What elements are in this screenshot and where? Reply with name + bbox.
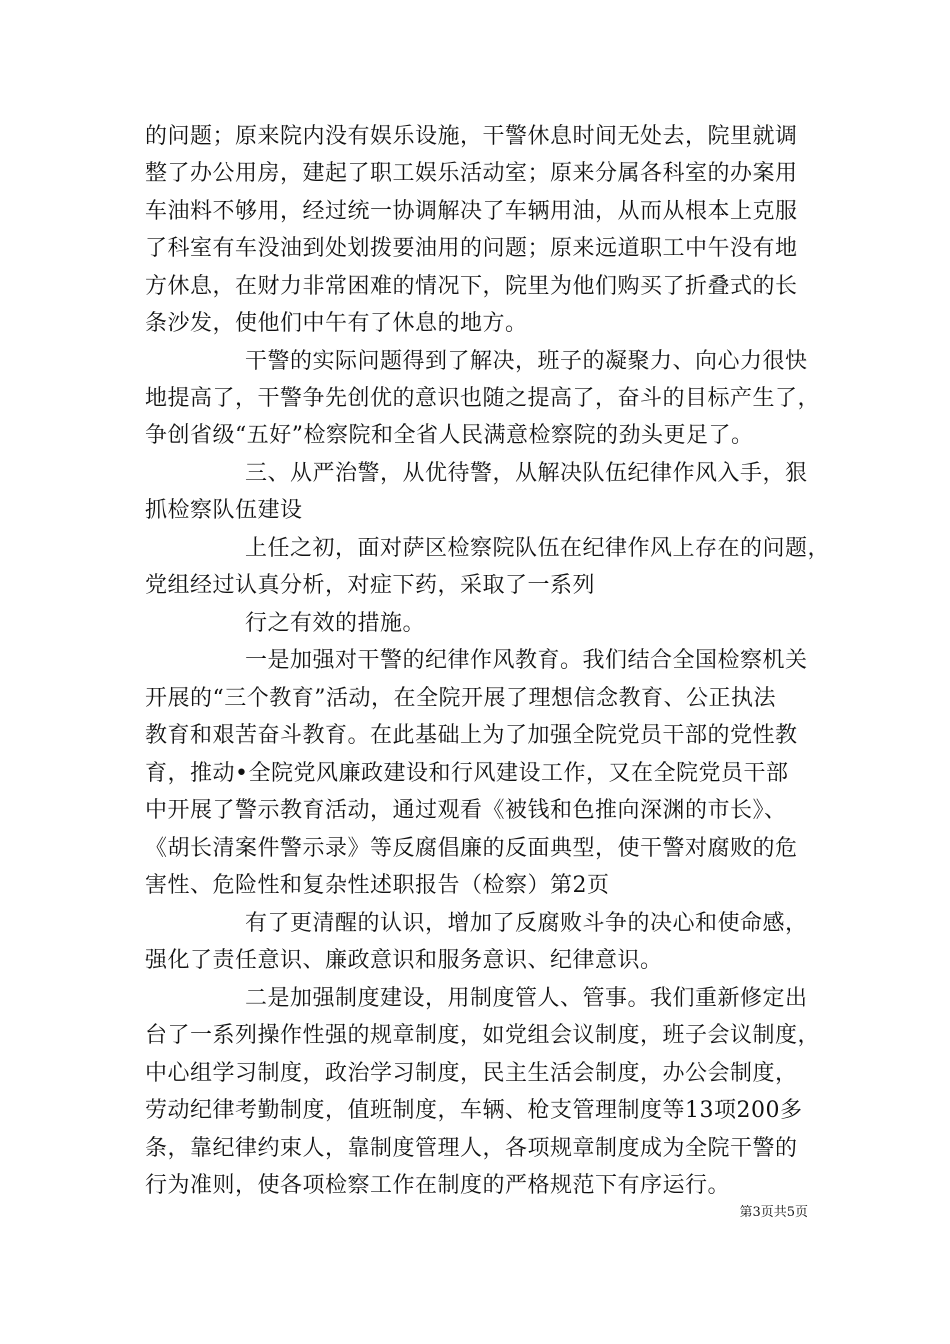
text-line: 整了办公用房，建起了职工娱乐活动室；原来分属各科室的办案用 [145,161,798,186]
paragraph-first-line: 有了更清醒的认识，增加了反腐败斗争的决心和使命感， [245,911,808,936]
text-line: 了科室有车没油到处划拨要油用的问题；原来远道职工中午没有地 [145,236,798,261]
text-line: 的问题；原来院内没有娱乐设施，干警休息时间无处去，院里就调 [145,124,798,149]
text-line: 行为准则，使各项检察工作在制度的严格规范下有序运行。 [145,1173,731,1198]
page-footer: 第3页共5页 [739,1205,808,1220]
paragraph-first-line: 上任之初，面对萨区检察院队伍在纪律作风上存在的问题， [245,536,831,561]
text-line: 方休息，在财力非常困难的情况下，院里为他们购买了折叠式的长 [145,274,798,299]
text-line: 开展的“三个教育”活动，在全院开展了理想信念教育、公正执法 [145,686,776,711]
section-heading-line: 抓检察队伍建设 [145,498,303,523]
text-line: 害性、危险性和复杂性述职报告（检察）第2页 [145,873,610,898]
text-line: 《胡长清案件警示录》等反腐倡廉的反面典型，使干警对腐败的危 [145,836,798,861]
text-line: 强化了责任意识、廉政意识和服务意识、纪律意识。 [145,948,663,973]
text-line: 劳动纪律考勤制度，值班制度，车辆、枪支管理制度等13项200多 [145,1098,803,1123]
text-line: 教育和艰苦奋斗教育。在此基础上为了加强全院党员干部的党性教 [145,723,798,748]
text-line: 中心组学习制度，政治学习制度，民主生活会制度，办公会制度， [145,1061,798,1086]
text-line: 条沙发，使他们中午有了休息的地方。 [145,311,528,336]
text-line: 台了一系列操作性强的规章制度，如党组会议制度，班子会议制度， [145,1023,821,1048]
text-line: 育，推动•全院党风廉政建设和行风建设工作，又在全院党员干部 [145,761,789,786]
paragraph-first-line: 二是加强制度建设，用制度管人、管事。我们重新修定出 [245,986,808,1011]
text-line: 党组经过认真分析，对症下药，采取了一系列 [145,573,596,598]
paragraph-first-line: 干警的实际问题得到了解决，班子的凝聚力、向心力很快 [245,349,808,374]
paragraph-first-line: 一是加强对干警的纪律作风教育。我们结合全国检察机关 [245,648,808,673]
text-line: 车油料不够用，经过统一协调解决了车辆用油，从而从根本上克服 [145,199,798,224]
text-line: 中开展了警示教育活动，通过观看《被钱和色推向深渊的市长》、 [145,798,787,823]
section-heading-line: 三、从严治警，从优待警，从解决队伍纪律作风入手，狠 [245,461,808,486]
text-line: 地提高了，干警争先创优的意识也随之提高了，奋斗的目标产生了， [145,386,821,411]
text-line: 争创省级“五好”检察院和全省人民满意检察院的劲头更足了。 [145,423,754,448]
text-line: 条，靠纪律约束人，靠制度管理人，各项规章制度成为全院干警的 [145,1136,798,1161]
paragraph-first-line: 行之有效的措施。 [245,611,426,636]
